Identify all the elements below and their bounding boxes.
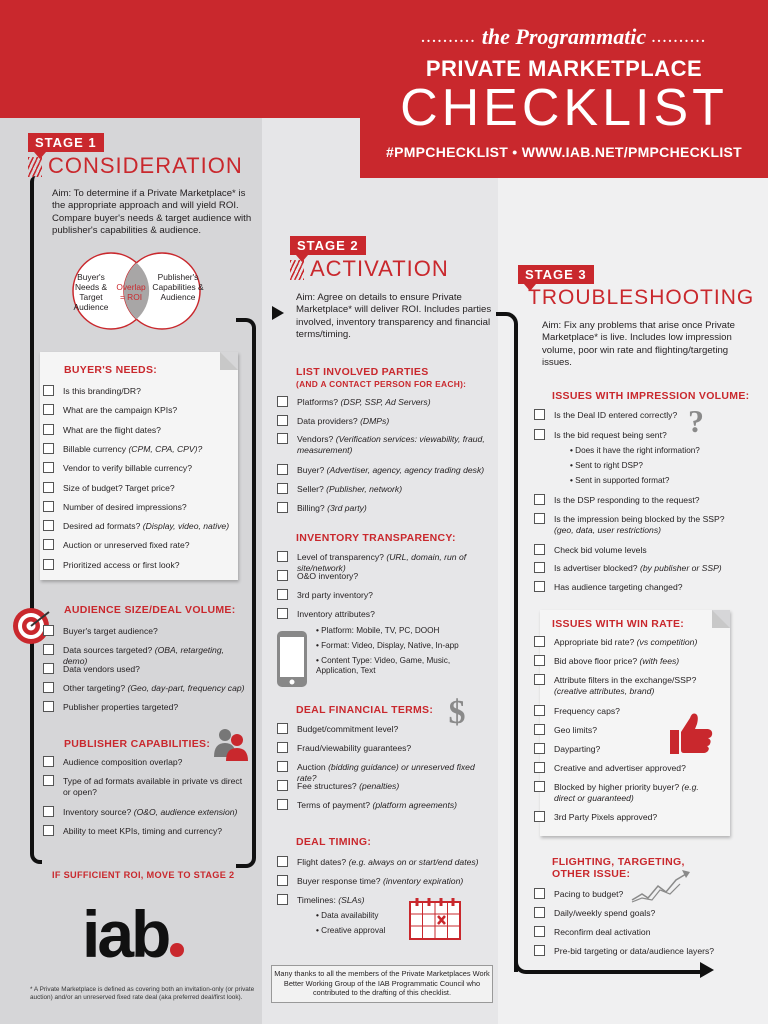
- winrate-heading: ISSUES WITH WIN RATE:: [552, 618, 685, 630]
- checklist-item[interactable]: [534, 545, 730, 556]
- checkbox[interactable]: [43, 404, 54, 415]
- checkbox[interactable]: [277, 875, 288, 886]
- stage3-title: TROUBLESHOOTING: [528, 286, 755, 309]
- checklist-item[interactable]: [277, 590, 489, 601]
- checklist-item-label: Data providers? (DMPs): [297, 416, 390, 426]
- parties-subheading: (AND A CONTACT PERSON FOR EACH):: [296, 379, 467, 389]
- sub-item: • Sent in supported format?: [570, 476, 720, 486]
- header-checklist: CHECKLIST: [400, 79, 728, 137]
- flighting-heading: FLIGHTING, TARGETING, OTHER ISSUE:: [552, 856, 685, 880]
- checkbox[interactable]: [43, 482, 54, 493]
- checkbox[interactable]: [43, 462, 54, 473]
- checklist-item[interactable]: [534, 656, 702, 667]
- header-subtitle: .......... the Programmatic ..........: [421, 24, 707, 49]
- checklist-item-label: Pre-bid targeting or data/audience layers?: [554, 946, 715, 956]
- checklist-item[interactable]: [277, 397, 489, 408]
- venn-left-label: Buyer's Needs & Target Audience: [73, 272, 109, 312]
- checkbox[interactable]: [43, 825, 54, 836]
- checkbox[interactable]: [534, 811, 545, 822]
- checklist-item-label: Is the impression being blocked by the SSP? (geo, data, user restrictions): [554, 514, 725, 535]
- checklist-item-label: What are the flight dates?: [63, 424, 161, 435]
- checklist-item[interactable]: [43, 405, 233, 416]
- checkbox[interactable]: [534, 926, 545, 937]
- checklist-item[interactable]: [534, 908, 734, 919]
- checklist-item-label: Flight dates? (e.g. always on or start/end dates): [297, 857, 479, 867]
- checklist-item[interactable]: [277, 465, 489, 476]
- checklist-item-label: Appropriate bid rate? (vs competition): [554, 637, 698, 647]
- header-links[interactable]: #PMPCHECKLIST • WWW.IAB.NET/PMPCHECKLIST: [385, 144, 742, 160]
- checkbox[interactable]: [43, 539, 54, 550]
- checklist-item-label: Billing? (3rd party): [297, 503, 367, 513]
- checkbox[interactable]: [43, 756, 54, 767]
- checklist-item-label: Has audience targeting changed?: [554, 582, 683, 592]
- checkbox[interactable]: [43, 424, 54, 435]
- checklist-item-label: Other targeting? (Geo, day-part, frequency cap): [63, 683, 245, 693]
- publisher-heading: PUBLISHER CAPABILITIES:: [64, 738, 211, 750]
- dollar-sign-icon: [444, 694, 470, 728]
- top-banner: [0, 0, 360, 118]
- arrow-right-icon: [272, 306, 284, 320]
- checkbox[interactable]: [534, 724, 545, 735]
- checklist-item-label: What are the campaign KPIs?: [63, 405, 178, 416]
- checkbox[interactable]: [534, 544, 545, 555]
- checkbox[interactable]: [534, 636, 545, 647]
- checklist-item-label: Dayparting?: [554, 744, 601, 754]
- checklist-item[interactable]: [534, 812, 702, 823]
- checkbox[interactable]: [534, 409, 545, 420]
- checklist-item[interactable]: [43, 826, 248, 837]
- stage2-aim: Aim: Agree on details to ensure Private Marketplace* will deliver ROI. Includes parties involved, inventory transparency and financial terms/timing.: [296, 292, 492, 341]
- buyers-needs-heading: BUYER'S NEEDS:: [64, 364, 158, 376]
- checklist-item-label: O&O inventory?: [297, 571, 359, 581]
- checklist-item-label: Buyer's target audience?: [63, 626, 158, 636]
- checklist-item-label: Blocked by higher priority buyer? (e.g. direct or guaranteed): [554, 782, 699, 803]
- checklist-item[interactable]: [534, 563, 730, 574]
- checklist-item[interactable]: [534, 946, 734, 957]
- checklist-item-label: Check bid volume levels: [554, 545, 647, 555]
- checkbox[interactable]: [534, 705, 545, 716]
- sub-item: • Sent to right DSP?: [570, 461, 720, 471]
- checkbox[interactable]: [534, 562, 545, 573]
- calendar-icon: [409, 898, 461, 940]
- mobile-device-icon: [276, 630, 308, 688]
- checkbox[interactable]: [534, 655, 545, 666]
- checkbox[interactable]: [534, 581, 545, 592]
- checklist-item-label: Inventory attributes?: [297, 609, 375, 619]
- checklist-item-label: Attribute filters in the exchange/SSP? (creative attributes, brand): [554, 675, 697, 696]
- checkbox[interactable]: [277, 742, 288, 753]
- checklist-item[interactable]: [43, 807, 248, 818]
- checklist-item[interactable]: [43, 483, 233, 494]
- checklist-item-label: 3rd Party Pixels approved?: [554, 812, 658, 822]
- checkbox[interactable]: [277, 396, 288, 407]
- checklist-item-label: Platforms? (DSP, SSP, Ad Servers): [297, 397, 431, 407]
- checklist-item[interactable]: [277, 876, 489, 887]
- checkbox[interactable]: [43, 701, 54, 712]
- checkbox[interactable]: [277, 589, 288, 600]
- checklist-item-label: Audience composition overlap?: [63, 757, 183, 767]
- checklist-item[interactable]: [534, 637, 702, 648]
- iab-logo: iab: [82, 896, 184, 972]
- checklist-item[interactable]: [43, 776, 248, 797]
- checklist-item[interactable]: [534, 410, 730, 421]
- checklist-item-label: Fee structures? (penalties): [297, 781, 400, 791]
- checkbox[interactable]: [43, 625, 54, 636]
- checklist-item-label: Publisher properties targeted?: [63, 702, 179, 712]
- checklist-item[interactable]: [277, 800, 489, 811]
- checklist-item[interactable]: [534, 495, 730, 506]
- checklist-item-label: Timelines: (SLAs): [297, 895, 365, 905]
- checklist-item-label: Buyer response time? (inventory expiration): [297, 876, 464, 886]
- checkbox[interactable]: [534, 674, 545, 685]
- move-to-stage2: IF SUFFICIENT ROI, MOVE TO STAGE 2: [52, 870, 235, 880]
- checkbox[interactable]: [43, 663, 54, 674]
- checklist-item[interactable]: [43, 444, 233, 455]
- inventory-heading: INVENTORY TRANSPARENCY:: [296, 532, 456, 544]
- stage1-aim: Aim: To determine if a Private Marketplace* is the appropriate approach and will yield ROI. Compare buyer's needs & target audience with publisher's capabilities & audience.: [52, 188, 252, 237]
- checkbox[interactable]: [277, 608, 288, 619]
- checklist-item[interactable]: [534, 582, 730, 593]
- thumbs-up-icon: [668, 710, 714, 756]
- checklist-item-label: Frequency caps?: [554, 706, 620, 716]
- checkbox[interactable]: [277, 433, 288, 444]
- stage1-badge: STAGE 1: [28, 133, 104, 152]
- parties-heading: LIST INVOLVED PARTIES: [296, 366, 429, 378]
- checklist-item[interactable]: [534, 782, 702, 803]
- checklist-item-label: Budget/commitment level?: [297, 724, 399, 734]
- checklist-item[interactable]: [43, 757, 248, 768]
- header-pmp: PRIVATE MARKETPLACE: [425, 56, 703, 81]
- logo-dot: [170, 943, 184, 957]
- stage2-badge: STAGE 2: [290, 236, 366, 255]
- checkbox[interactable]: [534, 429, 545, 440]
- checklist-item-label: 3rd party inventory?: [297, 590, 373, 600]
- checklist-item[interactable]: [534, 763, 702, 774]
- checkbox[interactable]: [277, 723, 288, 734]
- checklist-item-label: Bid above floor price? (with fees): [554, 656, 680, 666]
- checklist-item[interactable]: [43, 664, 248, 675]
- audience-heading: AUDIENCE SIZE/DEAL VOLUME:: [64, 604, 236, 616]
- checklist-item-label: Ability to meet KPIs, timing and currency?: [63, 826, 223, 836]
- checkbox[interactable]: [277, 551, 288, 562]
- checklist-item-label: Auction (bidding guidance) or unreserved fixed rate?: [297, 762, 475, 783]
- checklist-item[interactable]: [534, 889, 734, 900]
- checklist-item-label: Daily/weekly spend goals?: [554, 908, 656, 918]
- checklist-item[interactable]: [43, 702, 248, 713]
- checkbox[interactable]: [534, 945, 545, 956]
- checklist-item-label: Billable currency (CPM, CPA, CPV)?: [63, 443, 203, 454]
- checklist-item-label: Auction or unreserved fixed rate?: [63, 540, 190, 551]
- checklist-item-label: Buyer? (Advertiser, agency, agency trading desk): [297, 465, 485, 475]
- checkbox[interactable]: [534, 781, 545, 792]
- checklist-item[interactable]: [534, 514, 730, 535]
- checkbox[interactable]: [277, 761, 288, 772]
- checkbox[interactable]: [277, 894, 288, 905]
- checklist-item-label: Vendors? (Verification services: viewability, fraud, measurement): [297, 434, 485, 455]
- checkbox[interactable]: [43, 385, 54, 396]
- checklist-item[interactable]: [277, 503, 489, 514]
- checklist-item-label: Is advertiser blocked? (by publisher or SSP): [554, 563, 722, 573]
- checkbox[interactable]: [43, 443, 54, 454]
- checkbox[interactable]: [277, 464, 288, 475]
- checklist-item-label: Is the DSP responding to the request?: [554, 495, 700, 505]
- checklist-item[interactable]: [43, 645, 248, 666]
- checklist-item-label: Is the bid request being sent?: [554, 430, 667, 440]
- stage1-title: CONSIDERATION: [28, 153, 243, 179]
- checklist-item-label: Seller? (Publisher, network): [297, 484, 403, 494]
- timing-heading: DEAL TIMING:: [296, 836, 372, 848]
- checklist-item-label: Is the Deal ID entered correctly?: [554, 410, 678, 420]
- checkbox[interactable]: [43, 806, 54, 817]
- checklist-item[interactable]: [277, 857, 489, 868]
- checkbox[interactable]: [534, 888, 545, 899]
- slash-decoration: [28, 157, 42, 177]
- checklist-item-label: Is this branding/DR?: [63, 386, 141, 396]
- sub-item: • Creative approval: [316, 926, 416, 936]
- checklist-item-label: Terms of payment? (platform agreements): [297, 800, 458, 810]
- checkbox[interactable]: [534, 513, 545, 524]
- checklist-item-label: Vendor to verify billable currency?: [63, 463, 192, 474]
- slash-decoration: [290, 260, 304, 280]
- checkbox[interactable]: [534, 762, 545, 773]
- checklist-item[interactable]: [277, 781, 489, 792]
- checkbox[interactable]: [277, 780, 288, 791]
- stage3-aim: Aim: Fix any problems that arise once Private Marketplace* is live. Includes low impression volume, poor win rate and flighting/targeting issues.: [542, 320, 736, 369]
- sub-item: • Data availability: [316, 911, 416, 921]
- checklist-item[interactable]: [43, 386, 233, 397]
- checklist-item[interactable]: [43, 540, 233, 551]
- checklist-item-label: Pacing to budget?: [554, 889, 624, 899]
- checkbox[interactable]: [277, 570, 288, 581]
- svg-text:$: $: [448, 694, 466, 728]
- sub-item: • Platform: Mobile, TV, PC, DOOH: [316, 626, 491, 636]
- arrow-right-icon: [700, 962, 714, 978]
- checklist-item-label: Fraud/viewability guarantees?: [297, 743, 412, 753]
- checklist-item-label: Size of budget? Target price?: [63, 482, 175, 493]
- checklist-item-label: Prioritized access or first look?: [63, 559, 180, 570]
- checklist-item[interactable]: [43, 683, 248, 694]
- checklist-item-label: Data sources targeted? (OBA, retargeting, demo): [63, 645, 224, 666]
- checkbox[interactable]: [534, 494, 545, 505]
- sub-item: • Does it have the right information?: [570, 446, 720, 456]
- checkbox[interactable]: [277, 415, 288, 426]
- checklist-item[interactable]: [277, 552, 489, 573]
- checklist-item[interactable]: [277, 762, 489, 783]
- checkbox[interactable]: [534, 907, 545, 918]
- checkbox[interactable]: [277, 483, 288, 494]
- checklist-item-label: Geo limits?: [554, 725, 597, 735]
- checklist-item[interactable]: [534, 927, 734, 938]
- checkbox[interactable]: [43, 682, 54, 693]
- checkbox[interactable]: [43, 520, 54, 531]
- footnote: * A Private Marketplace is defined as covering both an invitation-only (or private auction) and/or an unreserved fixed rate deal (aka preferred deal/first look).: [30, 986, 255, 1001]
- stage3-badge: STAGE 3: [518, 265, 594, 284]
- page-header: [360, 0, 768, 178]
- checklist-item[interactable]: [43, 502, 233, 513]
- checklist-item-label: Type of ad formats available in private vs direct or open?: [63, 776, 243, 797]
- checklist-item-label: Desired ad formats? (Display, video, native): [63, 521, 230, 532]
- checkbox[interactable]: [277, 856, 288, 867]
- checkbox[interactable]: [43, 501, 54, 512]
- financial-heading: DEAL FINANCIAL TERMS:: [296, 704, 434, 716]
- checkbox[interactable]: [277, 502, 288, 513]
- checklist-item[interactable]: [277, 724, 489, 735]
- checklist-item-label: Level of transparency? (URL, domain, run of site/network): [297, 552, 467, 573]
- checklist-item[interactable]: [277, 416, 489, 427]
- checkbox[interactable]: [277, 799, 288, 810]
- checklist-item[interactable]: [277, 743, 489, 754]
- checkbox[interactable]: [43, 775, 54, 786]
- checklist-item[interactable]: [43, 425, 233, 436]
- checkbox[interactable]: [534, 743, 545, 754]
- checklist-item[interactable]: [277, 484, 489, 495]
- sub-item: • Format: Video, Display, Native, In-app: [316, 641, 491, 651]
- sub-item: • Content Type: Video, Game, Music, Application, Text: [316, 656, 491, 677]
- checklist-item[interactable]: [43, 463, 233, 474]
- thanks-note: Many thanks to all the members of the Private Marketplaces Work Better Working Group of the IAB Programmatic Council who contributed to the drafting of this checklist.: [271, 965, 493, 1003]
- checklist-item-label: Number of desired impressions?: [63, 501, 187, 512]
- checklist-item[interactable]: [277, 571, 489, 582]
- checklist-item[interactable]: [277, 434, 489, 455]
- checklist-item-label: Data vendors used?: [63, 664, 140, 674]
- checkbox[interactable]: [43, 559, 54, 570]
- checklist-item[interactable]: [43, 521, 233, 532]
- checklist-item-label: Reconfirm deal activation: [554, 927, 651, 937]
- checkbox[interactable]: [43, 644, 54, 655]
- svg-text:?: ?: [688, 404, 704, 436]
- venn-right-label: Publisher's Capabilities & Audience: [152, 272, 204, 302]
- checklist-item[interactable]: [277, 609, 489, 620]
- stage2-title: ACTIVATION: [290, 256, 449, 282]
- impression-heading: ISSUES WITH IMPRESSION VOLUME:: [552, 390, 750, 402]
- checklist-item-label: Creative and advertiser approved?: [554, 763, 686, 773]
- checklist-item-label: Inventory source? (O&O, audience extension): [63, 807, 238, 817]
- checklist-item[interactable]: [534, 430, 730, 441]
- venn-overlap-label: Overlap = ROI: [116, 282, 146, 302]
- checklist-item[interactable]: [43, 626, 248, 637]
- checklist-item[interactable]: [534, 675, 702, 696]
- checklist-item[interactable]: [43, 560, 233, 571]
